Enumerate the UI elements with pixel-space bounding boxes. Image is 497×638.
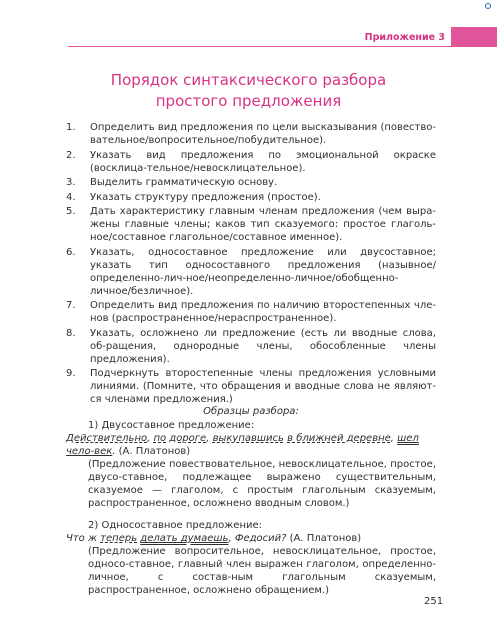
list-item bbox=[66, 327, 436, 366]
examples-section bbox=[66, 405, 436, 597]
rules-list bbox=[66, 121, 436, 408]
item-text: Выделить грамматическую основу. bbox=[90, 177, 278, 188]
word-adverbial: по дороге bbox=[153, 433, 207, 444]
title-line-1: Порядок синтаксического разбора bbox=[110, 71, 387, 89]
item-text: Указать, осложнено ли предложение (есть ли вводные слова, об-ращения, однородные члены, обособленные члены предложения). bbox=[90, 327, 436, 365]
item-number: 4. bbox=[66, 191, 76, 203]
example-2-quote: Что ж теперь делать думаешь, Федосий? bbox=[66, 533, 287, 544]
word-predicate: шел bbox=[397, 433, 419, 444]
item-number: 8. bbox=[66, 327, 76, 339]
list-item bbox=[66, 299, 436, 325]
list-item bbox=[66, 246, 436, 298]
example-1-author: (А. Платонов) bbox=[115, 446, 191, 457]
item-number: 2. bbox=[66, 149, 76, 161]
item-text: Указать вид предложения по эмоциональной окраске (восклица-тельное/невосклицательное). bbox=[90, 149, 436, 174]
example-2-analysis: (Предложение вопросительное, невосклицательное, простое, односо-ставное, главный член выражен глаголом, определенно-личное, с состав-ным глагольным сказуемым, распространенное, осложнено обращением.) bbox=[88, 546, 436, 596]
example-2-sentence bbox=[66, 532, 436, 545]
header-tab bbox=[451, 27, 497, 47]
word-participle: выкупавшись bbox=[212, 433, 284, 444]
example-2-author: (А. Платонов) bbox=[286, 533, 362, 544]
publisher-logo bbox=[485, 3, 491, 9]
example-1-sentence bbox=[66, 432, 436, 458]
list-item bbox=[66, 149, 436, 175]
item-text: Дать характеристику главным членам предложения (чем выра-жены главные члены; каков тип сказуемого: простое глаголь-ное/составное глагольное/составное именное). bbox=[90, 206, 436, 243]
example-1-analysis: (Предложение повествовательное, невосклицательное, простое, двусо-ставное, подлежащее выражено существительным, сказуемое — глаголом, с простым глагольным сказуемым, распространенное, осложнено вводным словом.) bbox=[88, 459, 436, 509]
item-number: 7. bbox=[66, 300, 76, 311]
word-address: Федосий bbox=[234, 533, 282, 544]
item-number: 6. bbox=[66, 246, 76, 258]
list-item bbox=[66, 191, 436, 204]
word-place: в ближней деревне bbox=[287, 433, 391, 444]
item-text: Указать, односоставное предложение или двусоставное; указать тип односоставного предложения (назывное/определенно-лич-ное/неопределенно-личное/обобщенно-личное/безличное). bbox=[90, 246, 436, 297]
word-introductory: Действительно bbox=[66, 433, 148, 444]
item-text: Подчеркнуть второстепенные члены предложения условными линиями. (Помните, что обращения и вводные слова не являют-ся членами предложения.) bbox=[90, 368, 436, 405]
word-subject: чело-век bbox=[66, 446, 113, 457]
list-item bbox=[66, 205, 436, 244]
item-text: Указать структуру предложения (простое). bbox=[90, 191, 321, 203]
example-1-quote: Действительно, по дороге, выкупавшись в ближней деревне, шел чело-век. bbox=[66, 433, 419, 457]
page-title bbox=[0, 70, 497, 112]
logo-icon bbox=[485, 3, 491, 9]
word-predicate: делать думаешь bbox=[140, 533, 229, 544]
word-time: теперь bbox=[100, 533, 138, 544]
item-number: 9. bbox=[66, 368, 76, 379]
title-line-2: простого предложения bbox=[155, 92, 342, 110]
section-label: Приложение 3 bbox=[364, 32, 445, 43]
page-number: 251 bbox=[424, 596, 444, 607]
item-text: Определить вид предложения по цели высказывания (повество-вательное/вопросительное/побудительное). bbox=[90, 122, 436, 146]
list-item bbox=[66, 367, 436, 406]
item-number: 5. bbox=[66, 206, 76, 217]
item-number: 3. bbox=[66, 177, 76, 188]
item-text: Определить вид предложения по наличию второстепенных чле-нов (распространенное/нераспространенное). bbox=[90, 300, 436, 324]
header-rule bbox=[68, 46, 497, 47]
example-2-title: 2) Односоставное предложение: bbox=[88, 520, 263, 531]
examples-heading: Образцы разбора: bbox=[203, 406, 299, 417]
item-number: 1. bbox=[66, 122, 76, 133]
list-item bbox=[66, 176, 436, 189]
example-1-title: 1) Двусоставное предложение: bbox=[88, 420, 255, 431]
list-item bbox=[66, 121, 436, 147]
